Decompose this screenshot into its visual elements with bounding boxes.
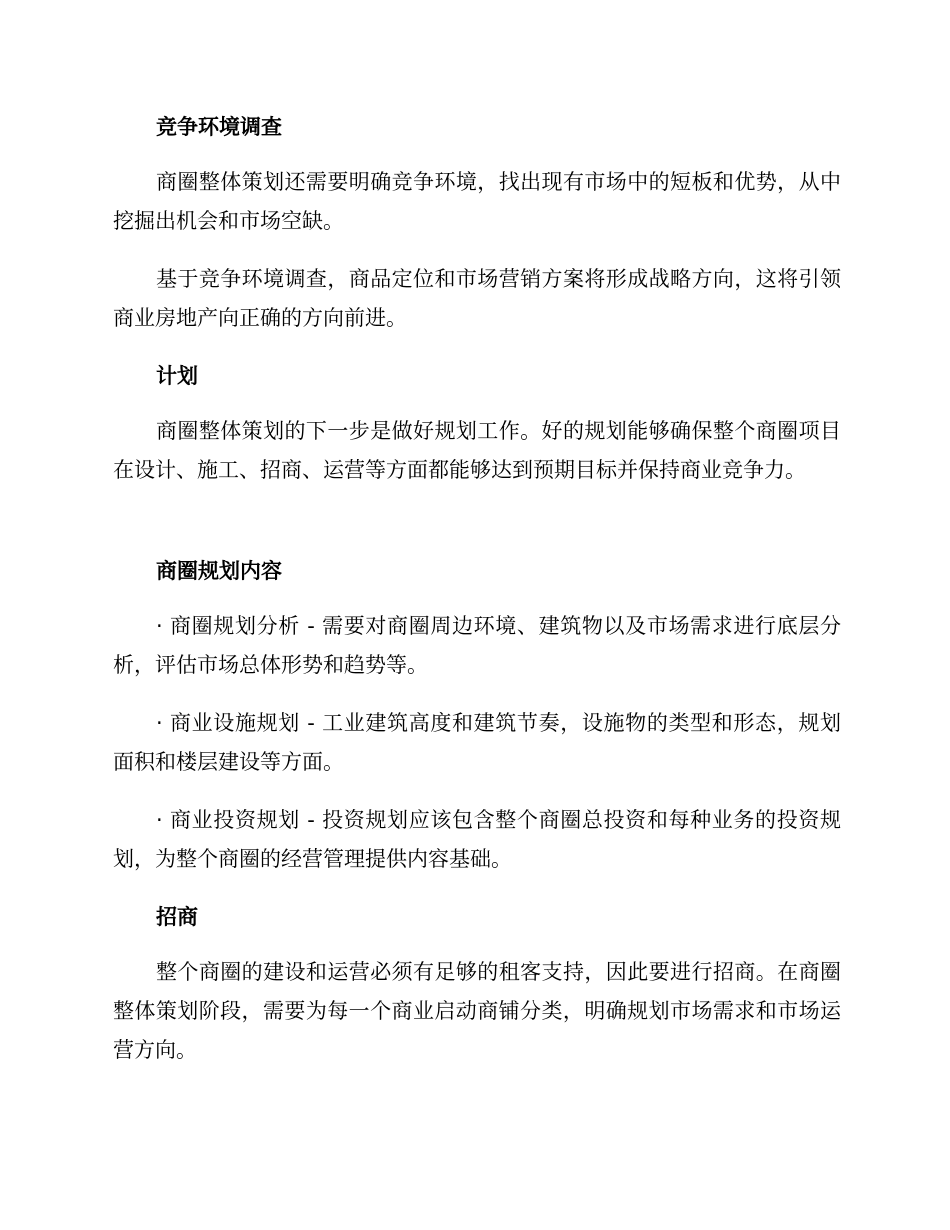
section-heading-planning-content: 商圈规划内容: [156, 559, 282, 583]
list-item: · 商业设施规划 - 工业建筑高度和建筑节奏，设施物的类型和形态，规划面积和楼层建设等方面。: [113, 711, 841, 774]
list-item: · 商圈规划分析 - 需要对商圈周边环境、建筑物以及市场需求进行底层分析，评估市场总体形势和趋势等。: [113, 614, 841, 677]
paragraph: 商圈整体策划还需要明确竞争环境，找出现有市场中的短板和优势，从中挖掘出机会和市场空缺。: [113, 170, 841, 233]
list-item: · 商业投资规划 - 投资规划应该包含整个商圈总投资和每种业务的投资规划，为整个商圈的经营管理提供内容基础。: [113, 808, 841, 871]
section-heading-competition: 竞争环境调查: [156, 115, 282, 139]
paragraph: 商圈整体策划的下一步是做好规划工作。好的规划能够确保整个商圈项目在设计、施工、招商、运营等方面都能够达到预期目标并保持商业竞争力。: [113, 419, 841, 482]
paragraph: 基于竞争环境调查，商品定位和市场营销方案将形成战略方向，这将引领商业房地产向正确的方向前进。: [113, 267, 841, 330]
section-heading-plan: 计划: [156, 364, 198, 388]
paragraph: 整个商圈的建设和运营必须有足够的租客支持，因此要进行招商。在商圈整体策划阶段，需要为每一个商业启动商铺分类，明确规划市场需求和市场运营方向。: [113, 960, 841, 1062]
section-heading-investment-attraction: 招商: [156, 905, 198, 929]
